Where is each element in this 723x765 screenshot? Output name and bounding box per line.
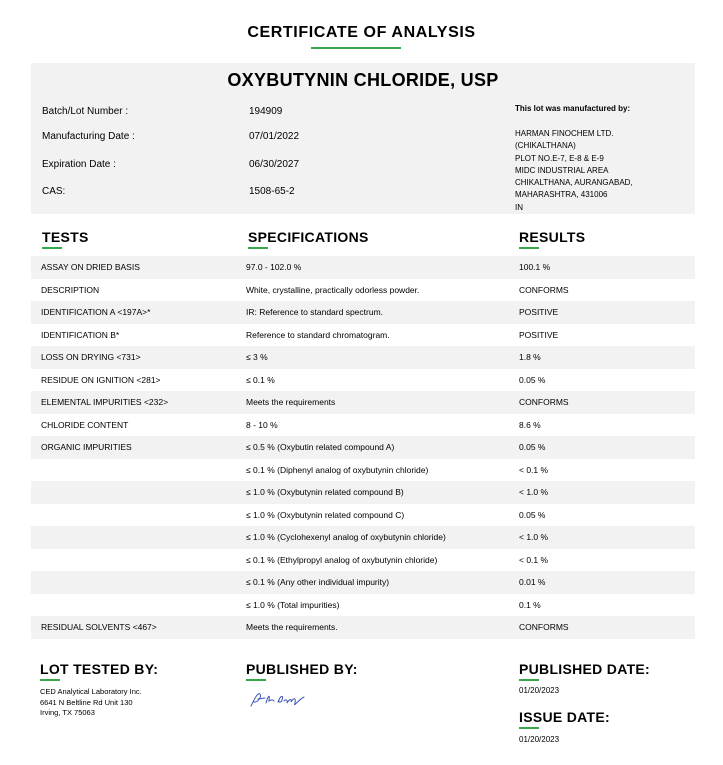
signature-image [248,688,312,710]
manufacturer-address [515,128,633,214]
spec-cell: ≤ 3 % [246,352,268,362]
spec-cell: 97.0 - 102.0 % [246,262,302,272]
published-by-underline [246,679,266,681]
lab-line: 6641 N Beltline Rd Unit 130 [40,697,133,707]
test-cell: LOSS ON DRYING <731> [41,352,141,362]
table-row [31,594,695,617]
manufacturer-line: MAHARASHTRA, 431006 [515,190,608,200]
test-cell: DESCRIPTION [41,284,100,295]
result-cell: < 1.0 % [519,532,549,542]
spec-cell: ≤ 0.5 % (Oxybutin related compound A) [246,442,395,452]
cas-value: 1508-65-2 [249,186,295,197]
result-cell: 0.01 % [519,577,546,587]
manufacturer-line: CHIKALTHANA, AURANGABAD, [515,178,633,188]
table-row [31,279,695,302]
manufacturer-line: HARMAN FINOCHEM LTD. [515,129,614,138]
lab-address [40,687,142,719]
result-cell: POSITIVE [519,307,559,317]
table-row [31,301,695,324]
test-cell: ELEMENTAL IMPURITIES <232> [41,397,169,407]
spec-cell: ≤ 0.1 % (Any other individual impurity) [246,577,390,587]
tests-underline [42,247,62,249]
result-cell: 8.6 % [519,419,541,430]
result-cell: 100.1 % [519,262,551,272]
table-row [31,256,695,279]
manufacturer-line: PLOT NO.E-7, E-8 & E-9 [515,153,604,163]
spec-cell: ≤ 0.1 % [246,374,275,385]
spec-cell: 8 - 10 % [246,419,278,430]
table-row [31,549,695,572]
test-cell: ORGANIC IMPURITIES [41,442,132,452]
table-row [31,436,695,459]
spec-cell: Meets the requirements. [246,622,338,632]
result-cell: CONFORMS [519,397,569,407]
lab-line: Irving, TX 75063 [40,708,95,717]
table-row [31,481,695,504]
title-underline [311,47,401,49]
spec-cell: ≤ 1.0 % (Total impurities) [246,599,340,610]
issue-date-heading: ISSUE DATE: [519,709,610,725]
published-date-heading: PUBLISHED DATE: [519,661,651,677]
result-cell: 0.1 % [519,599,541,610]
spec-cell: ≤ 0.1 % (Ethylpropyl analog of oxybutynin chloride) [246,554,438,565]
result-cell: 0.05 % [519,509,546,520]
table-row [31,391,695,414]
results-header: RESULTS [519,229,586,245]
tests-header: TESTS [42,229,89,245]
spec-cell: Reference to standard chromatogram. [246,329,390,340]
manufacturer-title: This lot was manufactured by: [515,104,631,113]
published-by-heading: PUBLISHED BY: [246,661,358,677]
results-table [31,256,695,639]
spec-cell: ≤ 0.1 % (Diphenyl analog of oxybutynin chloride) [246,464,429,475]
batch-value: 194909 [249,106,283,117]
issue-date-underline [519,727,539,729]
header-box [31,63,695,214]
specifications-header: SPECIFICATIONS [248,229,369,245]
lab-line: CED Analytical Laboratory Inc. [40,687,142,696]
exp-date-label: Expiration Date : [42,159,116,170]
issue-date-value: 01/20/2023 [519,735,560,744]
mfg-date-label: Manufacturing Date : [42,131,135,142]
test-cell: ASSAY ON DRIED BASIS [41,262,140,272]
lot-tested-underline [40,679,60,681]
results-underline [519,247,539,249]
table-row [31,324,695,347]
result-cell: CONFORMS [519,284,569,295]
manufacturer-line: IN [515,202,523,212]
table-row [31,459,695,482]
lot-tested-by-heading: LOT TESTED BY: [40,661,159,677]
mfg-date-value: 07/01/2022 [249,131,300,142]
table-row [31,504,695,527]
cas-label: CAS: [42,186,66,197]
result-cell: CONFORMS [519,622,569,632]
spec-cell: ≤ 1.0 % (Cyclohexenyl analog of oxybutynin chloride) [246,532,446,542]
document-title: CERTIFICATE OF ANALYSIS [247,24,476,41]
result-cell: POSITIVE [519,329,559,340]
result-cell: < 0.1 % [519,554,549,565]
spec-cell: IR: Reference to standard spectrum. [246,307,384,317]
table-row [31,414,695,437]
exp-date-value: 06/30/2027 [249,159,300,170]
test-cell: CHLORIDE CONTENT [41,419,129,430]
table-row [31,369,695,392]
result-cell: < 1.0 % [519,487,549,497]
test-cell: IDENTIFICATION A <197A>* [41,307,151,317]
published-date-underline [519,679,539,681]
result-cell: 1.8 % [519,352,541,362]
published-date-value: 01/20/2023 [519,686,560,695]
table-row [31,571,695,594]
test-cell: IDENTIFICATION B* [41,329,120,340]
test-cell: RESIDUAL SOLVENTS <467> [41,622,157,632]
product-name: OXYBUTYNIN CHLORIDE, USP [227,70,499,90]
table-row [31,616,695,639]
spec-cell: Meets the requirements [246,397,336,407]
batch-label: Batch/Lot Number : [42,106,129,117]
result-cell: < 0.1 % [519,464,549,475]
spec-cell: ≤ 1.0 % (Oxybutynin related compound C) [246,509,405,520]
table-row [31,526,695,549]
manufacturer-line: MIDC INDUSTRIAL AREA [515,165,609,175]
result-cell: 0.05 % [519,374,546,385]
spec-cell: ≤ 1.0 % (Oxybutynin related compound B) [246,487,404,497]
table-row [31,346,695,369]
spec-cell: White, crystalline, practically odorless powder. [246,284,420,295]
result-cell: 0.05 % [519,442,546,452]
manufacturer-line: (CHIKALTHANA) [515,141,576,151]
test-cell: RESIDUE ON IGNITION <281> [41,374,161,385]
specifications-underline [248,247,268,249]
